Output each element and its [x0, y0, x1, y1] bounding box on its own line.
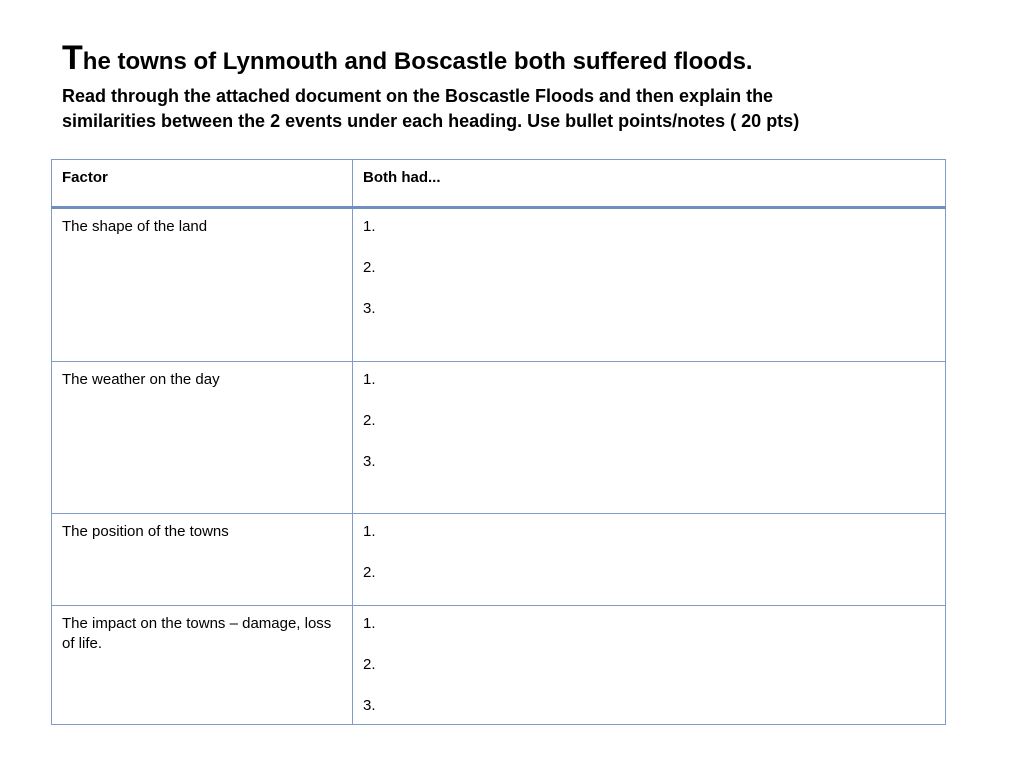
instructions-line-2: similarities between the 2 events under each heading. Use bullet points/notes ( 20 pts) — [62, 111, 800, 131]
answer-number: 1. — [363, 615, 376, 632]
page-title — [62, 38, 753, 82]
answer-cell[interactable] — [353, 514, 946, 606]
title-drop-letter: T — [62, 39, 83, 77]
factor-cell: The position of the towns — [52, 514, 353, 606]
answer-cell[interactable] — [353, 208, 946, 362]
answer-number: 3. — [363, 697, 376, 714]
table-row — [52, 362, 946, 514]
answer-number: 3. — [363, 300, 376, 317]
answer-number: 2. — [363, 259, 376, 276]
answer-cell[interactable] — [353, 362, 946, 514]
answer-number: 1. — [363, 371, 376, 388]
table-header-row — [52, 160, 946, 208]
factor-cell: The impact on the towns – damage, loss of life. — [52, 606, 353, 725]
factor-cell: The shape of the land — [52, 208, 353, 362]
title-text: he towns of Lynmouth and Boscastle both suffered floods. — [82, 48, 753, 75]
worksheet-table — [51, 159, 946, 725]
answer-number: 2. — [363, 564, 376, 581]
factor-cell: The weather on the day — [52, 362, 353, 514]
answer-cell[interactable] — [353, 606, 946, 725]
answer-number: 1. — [363, 523, 376, 540]
header-factor: Factor — [52, 160, 353, 208]
answer-number: 3. — [363, 453, 376, 470]
answer-number: 1. — [363, 218, 376, 235]
table-row — [52, 208, 946, 362]
table-row — [52, 606, 946, 725]
instructions — [62, 84, 962, 134]
answer-number: 2. — [363, 656, 376, 673]
answer-number: 2. — [363, 412, 376, 429]
header-both-had: Both had... — [353, 160, 946, 208]
table-row — [52, 514, 946, 606]
instructions-line-1: Read through the attached document on the Boscastle Floods and then explain the — [62, 86, 774, 106]
